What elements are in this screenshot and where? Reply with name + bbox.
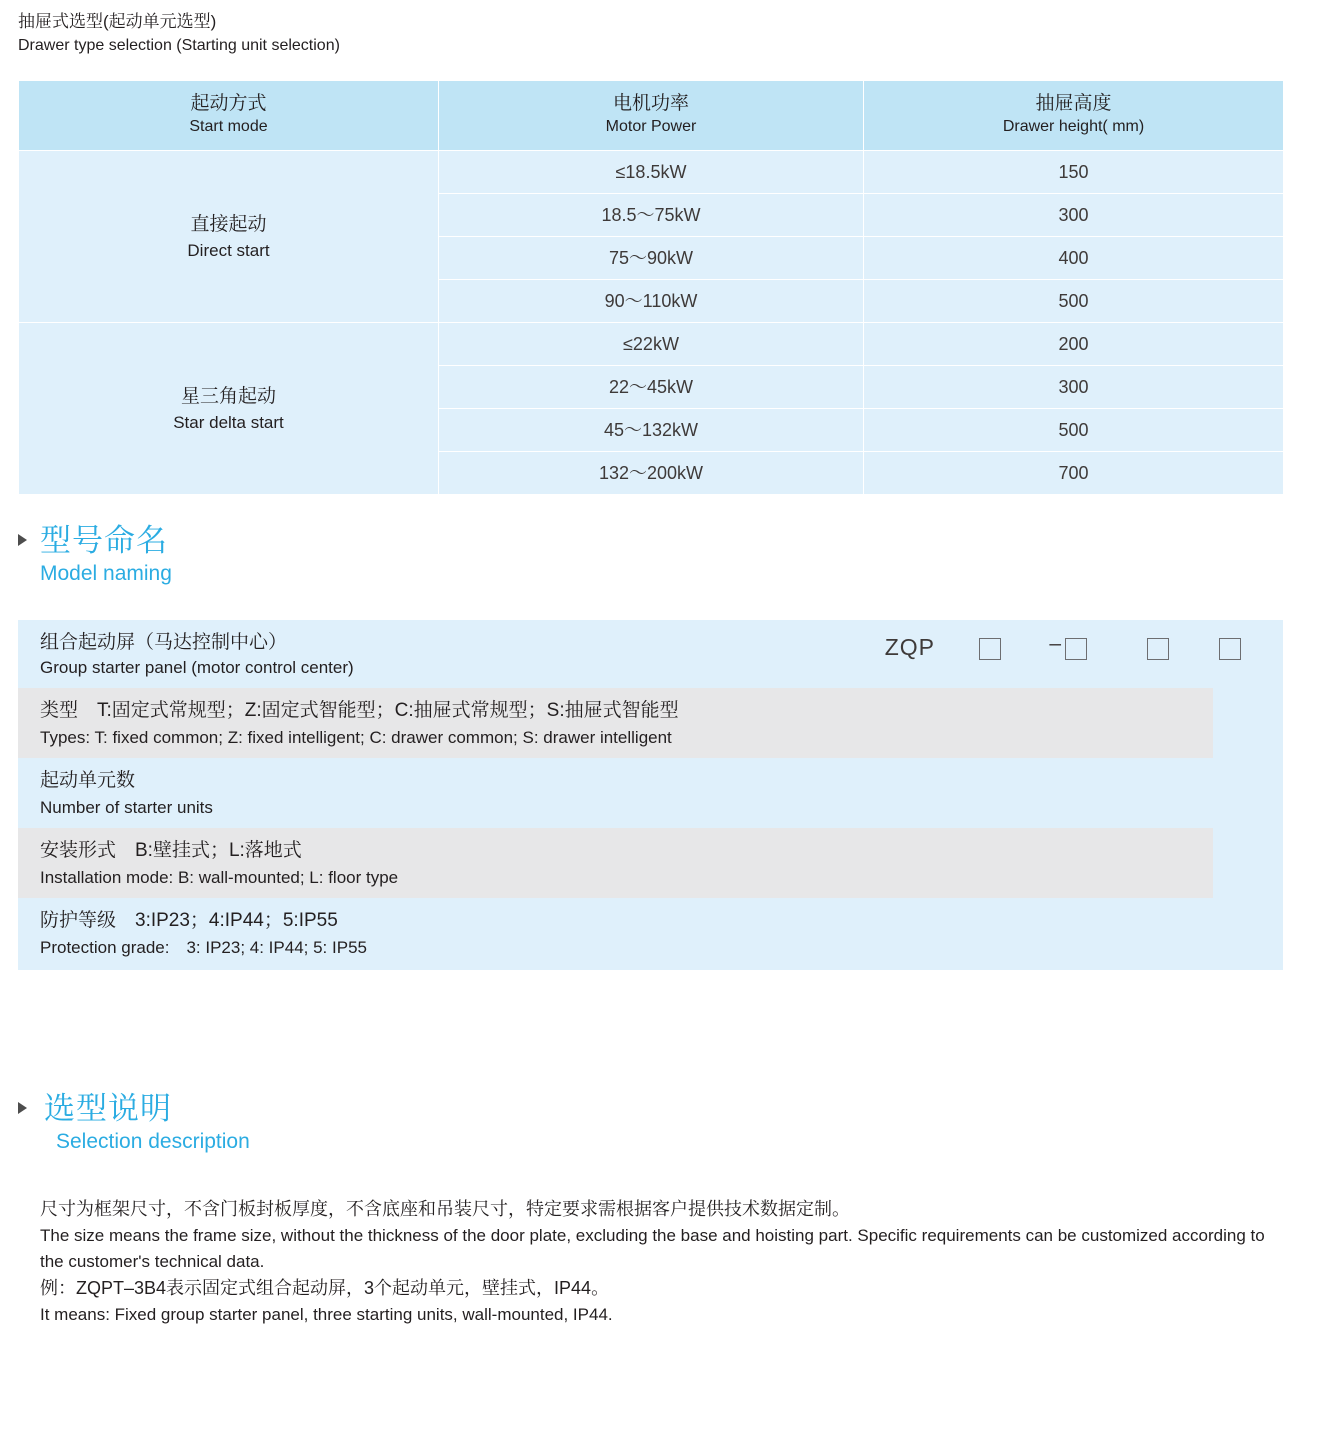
description-line-2: The size means the frame size, without the thickness of the door plate, excluding the base and hoisting part. Specific requirements can be customized according to the customer's technical data. [40, 1226, 1265, 1271]
model-naming-block [18, 620, 1283, 970]
cell-power: 22～45kW [439, 366, 864, 409]
header-motor-power-cn: 电机功率 [612, 93, 689, 114]
model-row-product [18, 620, 1283, 688]
group-direct-start [19, 151, 439, 323]
model-code-box-unit-count[interactable] [1065, 638, 1087, 660]
selection-description-heading-en: Selection description [56, 1130, 250, 1153]
drawer-selection-table [18, 80, 1284, 495]
group-star-delta-start-en: Star delta start [173, 412, 284, 432]
table-row [19, 323, 1284, 366]
selection-description-heading-cn: 选型说明 [44, 1091, 172, 1126]
group-star-delta-start-cn: 星三角起动 [180, 385, 276, 407]
header-motor-power [439, 81, 864, 151]
model-row-product-en: Group starter panel (motor control center) [40, 658, 354, 677]
cell-height: 700 [864, 452, 1284, 495]
model-naming-heading [18, 522, 172, 588]
model-row-unit-count-cn: 起动单元数 [40, 770, 136, 791]
cell-height: 200 [864, 323, 1284, 366]
model-row-protection-en: Protection grade: 3: IP23; 4: IP44; 5: IP55 [40, 938, 367, 957]
model-code-box-installation[interactable] [1147, 638, 1169, 660]
model-code-box-type[interactable] [979, 638, 1001, 660]
model-naming-heading-en: Model naming [40, 562, 172, 585]
header-motor-power-en: Motor Power [605, 118, 697, 135]
header-start-mode-en: Start mode [189, 118, 268, 135]
drawer-selection-table-wrap [18, 80, 1283, 495]
model-row-types-en: Types: T: fixed common; Z: fixed intelligent; C: drawer common; S: drawer intelligent [40, 728, 672, 747]
header-drawer-height [864, 81, 1284, 151]
model-row-unit-count [18, 758, 1158, 828]
description-line-1: 尺寸为框架尺寸，不含门板封板厚度，不含底座和吊装尺寸，特定要求需根据客户提供技术数据定制。 [40, 1199, 850, 1219]
model-row-installation [18, 828, 1213, 898]
header-drawer-height-en: Drawer height( mm) [1002, 118, 1145, 135]
group-direct-start-en: Direct start [187, 240, 270, 260]
model-row-installation-en: Installation mode: B: wall-mounted; L: floor type [40, 868, 399, 887]
cell-power: 90～110kW [439, 280, 864, 323]
table-header-row [19, 81, 1284, 151]
table-row [19, 151, 1284, 194]
cell-power: ≤22kW [439, 323, 864, 366]
model-row-installation-cn: 安装形式 B:壁挂式；L:落地式 [40, 840, 302, 861]
description-line-3: 例：ZQPT–3B4表示固定式组合起动屏，3个起动单元，壁挂式，IP44。 [40, 1278, 610, 1298]
cell-height: 300 [864, 194, 1284, 237]
model-row-unit-count-en: Number of starter units [40, 798, 213, 817]
cell-power: 45～132kW [439, 409, 864, 452]
selection-description-text [40, 1196, 1290, 1328]
group-direct-start-cn: 直接起动 [190, 213, 267, 235]
model-row-types [18, 688, 1213, 758]
model-row-protection [18, 898, 1283, 970]
model-code-prefix: ZQP [884, 634, 935, 660]
caption-english: Drawer type selection (Starting unit selection) [18, 37, 340, 54]
cell-power: 18.5～75kW [439, 194, 864, 237]
model-naming-heading-cn: 型号命名 [40, 523, 168, 558]
model-row-protection-cn: 防护等级 3:IP23；4:IP44；5:IP55 [40, 910, 338, 931]
cell-height: 300 [864, 366, 1284, 409]
cell-height: 500 [864, 280, 1284, 323]
caption-chinese: 抽屉式选型(起动单元选型) [18, 12, 217, 31]
cell-height: 400 [864, 237, 1284, 280]
header-drawer-height-cn: 抽屉高度 [1035, 93, 1112, 114]
cell-height: 500 [864, 409, 1284, 452]
triangle-bullet-icon [18, 534, 27, 546]
cell-power: 75～90kW [439, 237, 864, 280]
group-star-delta-start [19, 323, 439, 495]
header-start-mode-cn: 起动方式 [190, 93, 267, 114]
selection-description-heading [18, 1090, 250, 1156]
cell-power: 132～200kW [439, 452, 864, 495]
cell-power: ≤18.5kW [439, 151, 864, 194]
model-code-box-protection[interactable] [1219, 638, 1241, 660]
model-code-dash: – [1049, 632, 1061, 655]
cell-height: 150 [864, 151, 1284, 194]
model-row-types-cn: 类型 T:固定式常规型；Z:固定式智能型；C:抽屉式常规型；S:抽屉式智能型 [40, 700, 679, 721]
description-line-4: It means: Fixed group starter panel, three starting units, wall-mounted, IP44. [40, 1305, 613, 1324]
model-row-product-cn: 组合起动屏（马达控制中心） [40, 632, 288, 653]
drawer-selection-caption [18, 10, 1298, 57]
triangle-bullet-icon [18, 1102, 27, 1114]
header-start-mode [19, 81, 439, 151]
